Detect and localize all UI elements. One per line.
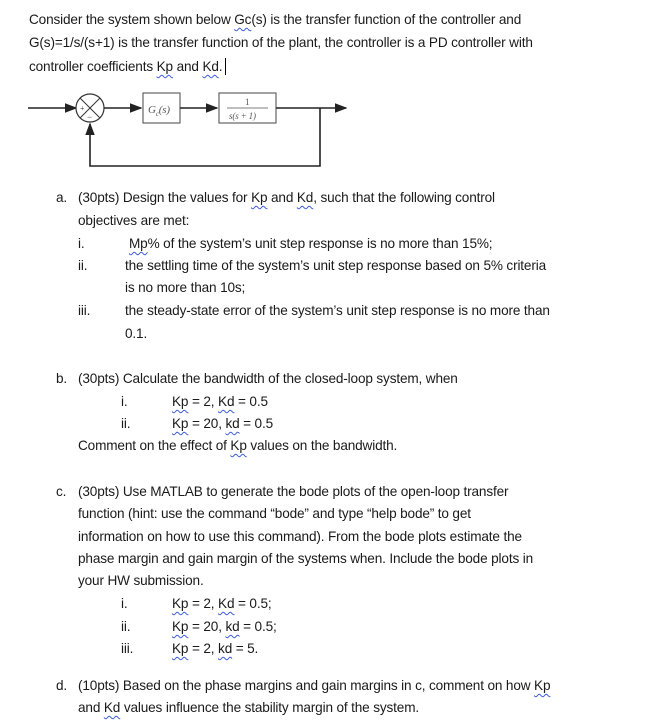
part-a-marker: a. bbox=[56, 190, 68, 205]
intro-text: controller coefficients bbox=[29, 59, 157, 74]
item-text: % of the system’s unit step response is no more than 15%; bbox=[147, 236, 493, 251]
comment-text: values on the bandwidth. bbox=[246, 438, 398, 453]
part-c-line-2: function (hint: use the command “bode” and type “help bode” to get bbox=[78, 506, 471, 521]
part-c-item-ii bbox=[172, 619, 277, 634]
svg-text:1: 1 bbox=[245, 97, 250, 107]
part-c-line-5: your HW submission. bbox=[78, 573, 204, 588]
item-text: = 20, bbox=[188, 416, 226, 431]
part-b-item-ii bbox=[172, 416, 273, 431]
spelling-flag-kp: Kp bbox=[230, 438, 247, 453]
part-d-marker: d. bbox=[56, 678, 68, 693]
intro-line-3 bbox=[29, 58, 226, 75]
part-a-item-ii: the settling time of the system’s unit step response based on 5% criteria bbox=[125, 258, 547, 273]
part-a-text: and bbox=[267, 190, 297, 205]
part-d-line-1 bbox=[78, 678, 550, 693]
spelling-flag-mp: Mp bbox=[129, 236, 148, 251]
part-a-line-1 bbox=[78, 190, 495, 205]
part-a-item-ii-marker: ii. bbox=[78, 258, 88, 273]
part-c-line-1: (30pts) Use MATLAB to generate the bode plots of the open-loop transfer bbox=[78, 484, 509, 499]
part-d-text: values influence the stability margin of the system. bbox=[120, 700, 419, 715]
part-b-marker: b. bbox=[56, 371, 68, 386]
item-text: = 5. bbox=[232, 641, 259, 656]
spelling-flag-kd: Kd bbox=[202, 59, 219, 74]
plant-block bbox=[219, 93, 276, 123]
spelling-flag-kp: Kp bbox=[534, 678, 551, 693]
svg-text:s(s + 1): s(s + 1) bbox=[229, 111, 256, 121]
controller-block bbox=[143, 93, 180, 123]
svg-text:Gc(s): $G_c(s)$ bbox=[148, 104, 170, 118]
text-cursor bbox=[225, 58, 226, 75]
svg-text:−: − bbox=[87, 112, 92, 122]
spelling-flag-kd: Kd bbox=[103, 700, 121, 715]
spelling-flag-kd: kd bbox=[225, 416, 240, 431]
intro-text: (s) is the transfer function of the controller and bbox=[251, 12, 522, 27]
item-text: = 20, bbox=[188, 619, 226, 634]
block-diagram bbox=[28, 88, 348, 174]
part-c-item-iii-marker: iii. bbox=[121, 641, 134, 656]
part-c-line-4: phase margin and gain margin of the systems when. Include the bode plots in bbox=[78, 551, 533, 566]
part-c-item-i-marker: i. bbox=[121, 596, 128, 611]
spelling-flag-kd: Kd bbox=[218, 394, 235, 409]
part-d-line-2 bbox=[78, 700, 419, 715]
item-text: = 2, bbox=[188, 596, 219, 611]
part-c-line-3: information on how to use this command). From the bode plots estimate the bbox=[78, 529, 522, 544]
part-d-text: (10pts) Based on the phase margins and gain margins in c, comment on how bbox=[78, 678, 535, 693]
part-b-line-1: (30pts) Calculate the bandwidth of the closed-loop system, when bbox=[78, 371, 458, 386]
part-b-item-i bbox=[172, 394, 268, 409]
part-c-item-i bbox=[172, 596, 272, 611]
part-a-text: (30pts) Design the values for bbox=[78, 190, 252, 205]
spelling-flag-kp: Kp bbox=[172, 416, 189, 431]
intro-text: Consider the system shown below bbox=[29, 12, 235, 27]
part-c-item-iii bbox=[172, 641, 258, 656]
part-a-item-i bbox=[129, 236, 492, 251]
feedback-path bbox=[90, 108, 320, 166]
part-c-marker: c. bbox=[56, 484, 67, 499]
spelling-flag-kd: kd bbox=[218, 641, 233, 656]
part-a-item-iii-cont: 0.1. bbox=[125, 326, 148, 341]
spelling-flag-kd: Kd bbox=[218, 596, 235, 611]
intro-line-1 bbox=[29, 12, 521, 27]
item-text: = 0.5 bbox=[239, 416, 274, 431]
part-d-text: and bbox=[78, 700, 104, 715]
svg-text:+: + bbox=[80, 104, 85, 113]
intro-line-2: G(s)=1/s/(s+1) is the transfer function of the plant, the controller is a PD controller with bbox=[29, 35, 533, 50]
spelling-flag-kd: kd bbox=[225, 619, 240, 634]
spelling-flag-kp: Kp bbox=[156, 59, 173, 74]
part-a-item-iii: the steady-state error of the system’s unit step response is no more than bbox=[125, 303, 550, 318]
part-b-item-ii-marker: ii. bbox=[121, 416, 131, 431]
spelling-flag-kd: Kd bbox=[296, 190, 314, 205]
spelling-flag-kp: Kp bbox=[172, 596, 189, 611]
spelling-flag-kp: Kp bbox=[251, 190, 268, 205]
comment-text: Comment on the effect of bbox=[78, 438, 231, 453]
part-a-item-ii-cont: is no more than 10s; bbox=[125, 280, 246, 295]
summing-junction-icon bbox=[76, 94, 104, 122]
item-text: = 2, bbox=[188, 394, 219, 409]
item-text: = 0.5 bbox=[234, 394, 268, 409]
part-b-comment bbox=[78, 438, 397, 453]
part-a-item-iii-marker: iii. bbox=[78, 303, 91, 318]
intro-text: and bbox=[172, 59, 203, 74]
item-text: = 2, bbox=[188, 641, 219, 656]
spelling-flag-kp: Kp bbox=[172, 641, 189, 656]
spelling-flag-kp: Kp bbox=[172, 394, 189, 409]
intro-text: . bbox=[218, 59, 223, 74]
part-a-text: , such that the following control bbox=[313, 190, 495, 205]
spelling-flag-kp: Kp bbox=[172, 619, 189, 634]
part-c-item-ii-marker: ii. bbox=[121, 619, 131, 634]
part-a-line-2: objectives are met: bbox=[78, 213, 190, 228]
spelling-flag-gc: Gc bbox=[234, 12, 252, 27]
part-b-item-i-marker: i. bbox=[121, 394, 128, 409]
item-text: = 0.5; bbox=[234, 596, 272, 611]
item-text: = 0.5; bbox=[239, 619, 277, 634]
part-a-item-i-marker: i. bbox=[78, 236, 85, 251]
